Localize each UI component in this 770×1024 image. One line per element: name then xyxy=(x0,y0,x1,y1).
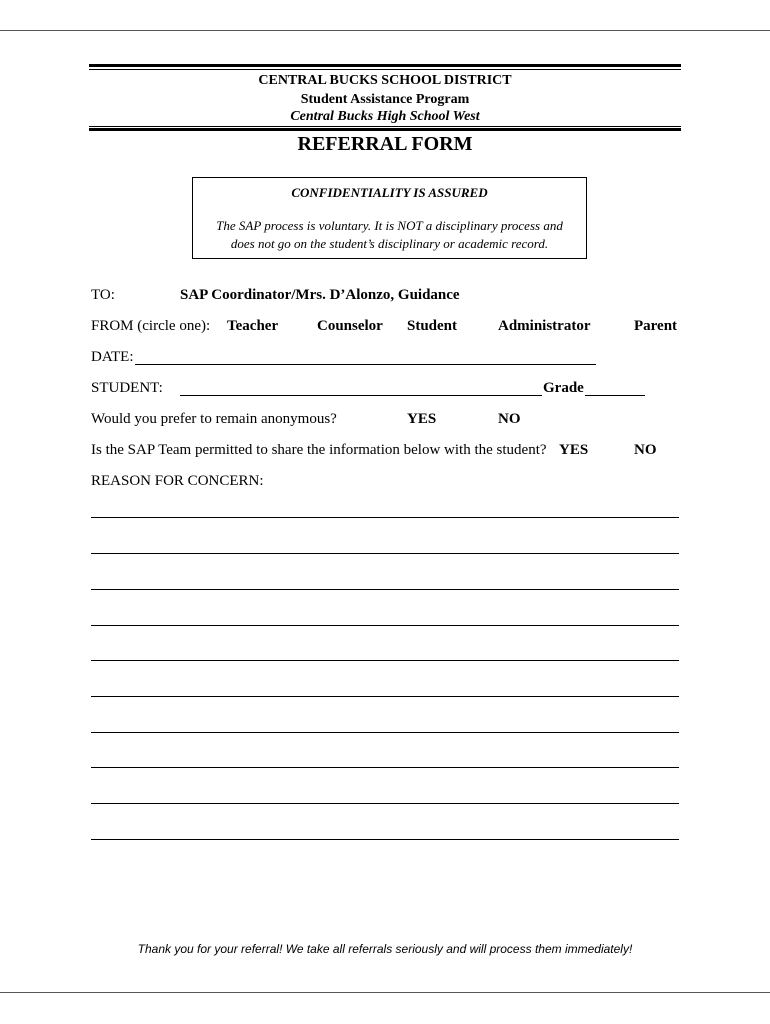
reason-line-1[interactable] xyxy=(91,517,679,518)
grade-label: Grade xyxy=(543,380,584,396)
student-label: STUDENT: xyxy=(91,380,163,396)
confidentiality-text xyxy=(199,217,580,253)
reason-line-2[interactable] xyxy=(91,553,679,554)
share-question: Is the SAP Team permitted to share the information below with the student? xyxy=(91,442,547,458)
date-field[interactable] xyxy=(135,350,596,365)
header-rule-top-thick xyxy=(89,64,681,67)
anonymous-question: Would you prefer to remain anonymous? xyxy=(91,411,337,427)
school-name: Central Bucks High School West xyxy=(290,109,480,124)
to-value: SAP Coordinator/Mrs. D’Alonzo, Guidance xyxy=(180,287,460,303)
reason-line-3[interactable] xyxy=(91,589,679,590)
anonymous-no-option[interactable]: NO xyxy=(498,411,521,427)
from-option-teacher[interactable]: Teacher xyxy=(227,318,279,334)
reason-line-10[interactable] xyxy=(91,839,679,840)
district-name: CENTRAL BUCKS SCHOOL DISTRICT xyxy=(258,73,512,88)
from-option-student[interactable]: Student xyxy=(407,318,458,334)
page-bottom-edge xyxy=(0,992,770,993)
footer-note: Thank you for your referral! We take all referrals seriously and will process them immediately! xyxy=(137,942,633,956)
from-label: FROM (circle one): xyxy=(91,318,211,334)
student-name-field[interactable] xyxy=(180,381,542,396)
date-label: DATE: xyxy=(91,349,134,365)
from-option-administrator[interactable]: Administrator xyxy=(498,318,591,334)
from-option-counselor[interactable]: Counselor xyxy=(317,318,383,334)
to-label: TO: xyxy=(91,287,115,303)
anonymous-yes-option[interactable]: YES xyxy=(407,411,437,427)
program-name: Student Assistance Program xyxy=(300,92,470,107)
header-rule-top-thin xyxy=(89,69,681,70)
reason-line-9[interactable] xyxy=(91,803,679,804)
header-rule-bottom-thick xyxy=(89,128,681,131)
reason-line-8[interactable] xyxy=(91,767,679,768)
share-yes-option[interactable]: YES xyxy=(559,442,589,458)
from-option-parent[interactable]: Parent xyxy=(634,318,678,334)
reason-label: REASON FOR CONCERN: xyxy=(91,473,264,489)
page-top-edge xyxy=(0,30,770,31)
reason-line-7[interactable] xyxy=(91,732,679,733)
header-rule-bottom-thin xyxy=(89,126,681,127)
confidentiality-title: CONFIDENTIALITY IS ASSURED xyxy=(291,185,488,200)
confidentiality-box xyxy=(192,177,587,259)
reason-line-5[interactable] xyxy=(91,660,679,661)
grade-field[interactable] xyxy=(585,381,645,396)
confidentiality-line-1: The SAP process is voluntary. It is NOT a disciplinary process and xyxy=(216,218,563,233)
reason-line-6[interactable] xyxy=(91,696,679,697)
share-no-option[interactable]: NO xyxy=(634,442,657,458)
form-title: REFERRAL FORM xyxy=(297,133,473,155)
confidentiality-line-2: does not go on the student’s disciplinary or academic record. xyxy=(230,236,549,251)
reason-line-4[interactable] xyxy=(91,625,679,626)
